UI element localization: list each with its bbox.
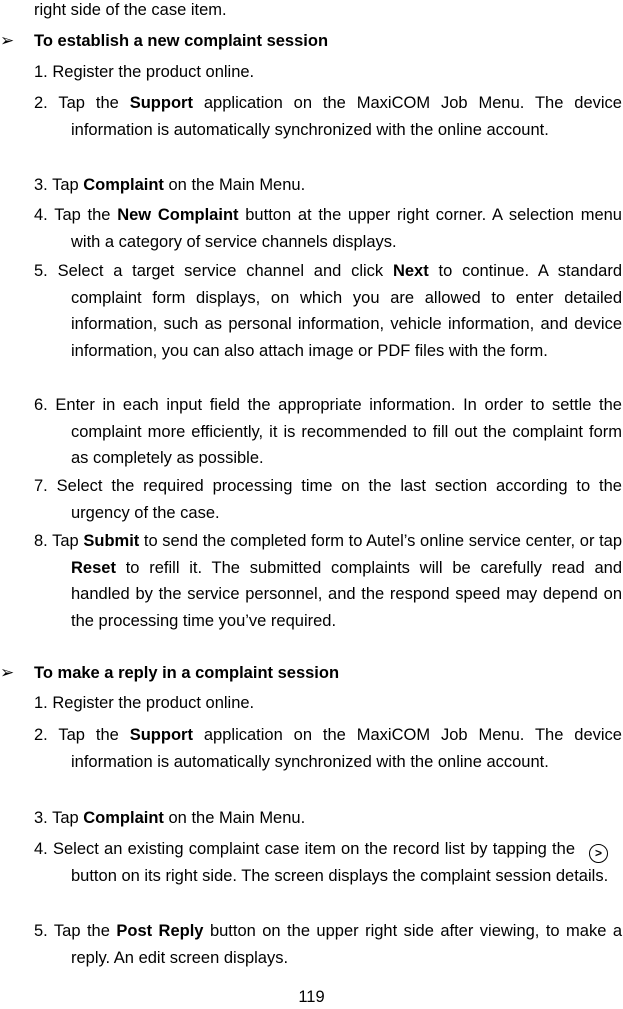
arrow-bullet-icon: ➢ <box>0 663 15 682</box>
step-5-select-channel: 5. Select a target service channel and click Next to continue. A standard complaint form displays, on which you are allowed to enter detailed information, such as personal information, vehicle information, and device information, you can also attach image or PDF files with the form. <box>34 262 622 360</box>
step-1-register: 1. Register the product online. <box>34 63 255 81</box>
step-4-new-complaint: 4. Tap the New Complaint button at the upper right corner. A selection menu with a category of service channels displays. <box>34 206 622 251</box>
intro-text: right side of the case item. <box>34 1 227 19</box>
step-3-complaint: 3. Tap Complaint on the Main Menu. <box>34 809 306 827</box>
step-5-post-reply: 5. Tap the Post Reply button on the upper right side after viewing, to make a reply. An edit screen displays. <box>34 922 623 967</box>
step-8-submit: 8. Tap Submit to send the completed form to Autel’s online service center, or tap Reset to refill it. The submitted complaints will be carefully read and handled by the service personnel, and the respond speed may depend on the processing time you’ve required. <box>34 532 623 630</box>
step-3-complaint: 3. Tap Complaint on the Main Menu. <box>34 176 306 194</box>
chevron-right-circle-icon: > <box>589 844 608 863</box>
step-4-select-case: 4. Select an existing complaint case item on the record list by tapping the >button on its right side. The screen displays the complaint session details. <box>34 840 609 885</box>
step-6-enter-fields: 6. Enter in each input field the appropriate information. In order to settle the complaint more efficiently, it is recommended to fill out the complaint form as completely as possible. <box>34 396 622 468</box>
page-number: 119 <box>298 988 325 1006</box>
step-2-support-app: 2. Tap the Support application on the MaxiCOM Job Menu. The device information is automatically synchronized with the online account. <box>34 726 622 771</box>
heading-text: To establish a new complaint session <box>34 32 329 50</box>
heading-text: To make a reply in a complaint session <box>34 664 340 682</box>
arrow-bullet-icon: ➢ <box>0 31 15 50</box>
step-7-processing-time: 7. Select the required processing time on the last section according to the urgency of the case. <box>34 477 622 522</box>
step-2-support-app: 2. Tap the Support application on the MaxiCOM Job Menu. The device information is automatically synchronized with the online account. <box>34 94 622 139</box>
step-1-register: 1. Register the product online. <box>34 694 255 712</box>
